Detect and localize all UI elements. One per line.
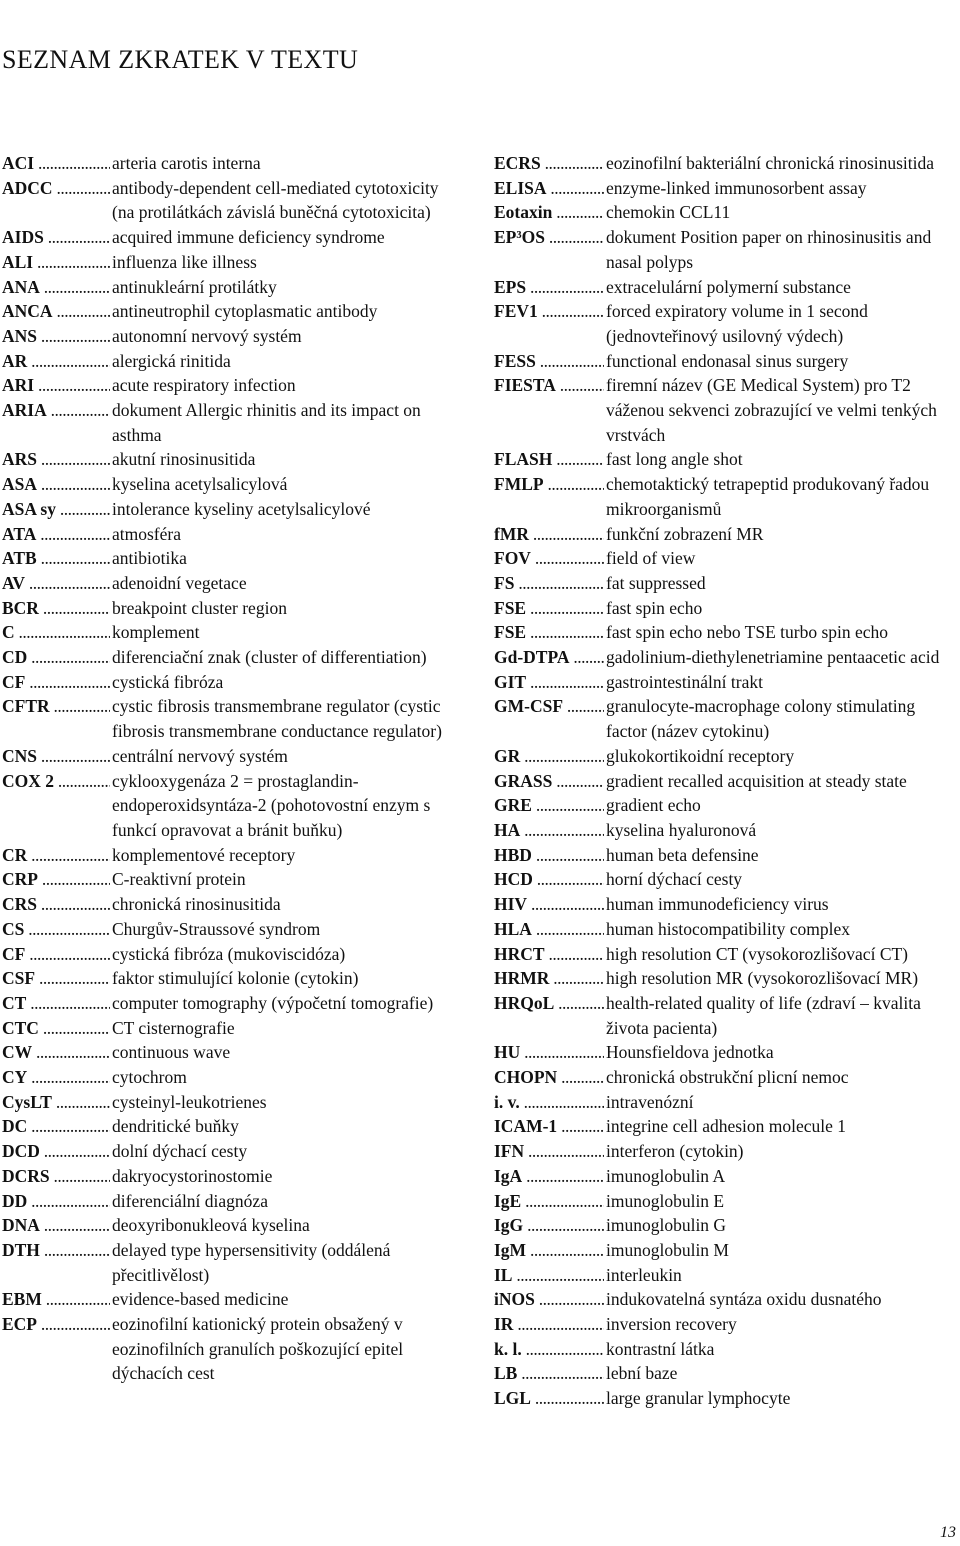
abbreviation-term: HLA ..... — [494, 917, 604, 942]
abbreviation-entry — [494, 991, 958, 1040]
abbreviation-term: IgE ..... — [494, 1189, 604, 1214]
abbreviation-definition: fat suppressed — [606, 572, 706, 593]
abbreviation-entry — [2, 176, 464, 225]
abbreviation-entry — [2, 942, 464, 967]
abbreviation-definition: continuous wave — [112, 1042, 231, 1063]
page-number: 13 — [940, 1524, 956, 1541]
abbreviation-entry — [2, 447, 464, 472]
abbreviation-entry — [494, 670, 958, 695]
abbreviation-definition: breakpoint cluster region — [112, 597, 287, 618]
abbreviation-definition: firemní název (GE Medical System) pro T2 váženou sekvenci zobrazující ve velmi tenkých vrstvách — [606, 375, 937, 445]
abbreviation-term: CRS ..... — [2, 892, 110, 917]
abbreviation-entry — [2, 1139, 464, 1164]
abbreviation-term: FEV1 ..... — [494, 299, 604, 324]
abbreviation-list-left — [2, 151, 464, 1386]
abbreviation-entry — [494, 1090, 958, 1115]
abbreviation-entry — [494, 275, 958, 300]
abbreviation-term: i. v. ..... — [494, 1090, 604, 1115]
abbreviation-term: ASA ..... — [2, 472, 110, 497]
abbreviation-definition: imunoglobulin M — [606, 1239, 729, 1260]
abbreviation-definition: imunoglobulin A — [606, 1165, 726, 1186]
abbreviation-entry — [2, 1065, 464, 1090]
abbreviation-entry — [494, 1263, 958, 1288]
abbreviation-definition: horní dýchací cesty — [606, 869, 743, 890]
abbreviation-term: CRP ..... — [2, 867, 110, 892]
abbreviation-entry — [494, 596, 958, 621]
abbreviation-definition: cystická fibróza — [112, 671, 224, 692]
abbreviation-term: fMR ..... — [494, 522, 604, 547]
abbreviation-definition: acquired immune deficiency syndrome — [112, 227, 385, 248]
abbreviation-definition: delayed type hypersensitivity (oddálená přecitlivělost) — [112, 1239, 391, 1285]
abbreviation-definition: chronická rinosinusitida — [112, 894, 281, 915]
abbreviation-definition: faktor stimulující kolonie (cytokin) — [112, 968, 359, 989]
abbreviation-term: ATA ..... — [2, 522, 110, 547]
abbreviation-term: FESS ..... — [494, 349, 604, 374]
abbreviation-entry — [494, 1238, 958, 1263]
abbreviation-term: iNOS ..... — [494, 1287, 604, 1312]
abbreviation-term: GM-CSF ..... — [494, 694, 604, 719]
abbreviation-term: FSE ..... — [494, 620, 604, 645]
abbreviation-entry — [494, 917, 958, 942]
abbreviation-definition: gradient echo — [606, 795, 701, 816]
abbreviation-definition: kontrastní látka — [606, 1338, 715, 1359]
abbreviation-term: LGL ..... — [494, 1386, 604, 1411]
abbreviation-entry — [2, 1164, 464, 1189]
abbreviation-definition: field of view — [606, 548, 696, 569]
abbreviation-term: FS ..... — [494, 571, 604, 596]
abbreviation-entry — [2, 769, 464, 843]
abbreviation-entry — [494, 1386, 958, 1411]
abbreviation-entry — [494, 299, 958, 348]
abbreviation-term: GR ..... — [494, 744, 604, 769]
abbreviation-term: DCRS ..... — [2, 1164, 110, 1189]
abbreviation-entry — [2, 1016, 464, 1041]
abbreviation-term: CSF ..... — [2, 966, 110, 991]
abbreviation-term: Eotaxin ..... — [494, 200, 604, 225]
abbreviation-entry — [2, 694, 464, 743]
abbreviation-entry — [494, 769, 958, 794]
abbreviation-term: IgG ..... — [494, 1213, 604, 1238]
abbreviation-entry — [494, 349, 958, 374]
abbreviation-term: ATB ..... — [2, 546, 110, 571]
abbreviation-entry — [2, 1090, 464, 1115]
abbreviation-term: FMLP ..... — [494, 472, 604, 497]
abbreviation-definition: cyklooxygenáza 2 = prostaglandin-endoperoxidsyntáza-2 (pohotovostní enzym s funkcí opravovat a bránit buňku) — [112, 770, 431, 840]
abbreviation-term: ANA ..... — [2, 275, 110, 300]
abbreviation-definition: diferenciální diagnóza — [112, 1190, 268, 1211]
abbreviation-entry — [2, 349, 464, 374]
abbreviation-definition: high resolution CT (vysokorozlišovací CT) — [606, 943, 909, 964]
abbreviation-term: HA ..... — [494, 818, 604, 843]
abbreviation-definition: arteria carotis interna — [112, 153, 261, 173]
abbreviation-entry — [2, 1114, 464, 1139]
abbreviation-term: CFTR ..... — [2, 694, 110, 719]
abbreviation-entry — [494, 966, 958, 991]
abbreviation-definition: intravenózní — [606, 1091, 694, 1112]
abbreviation-entry — [2, 670, 464, 695]
abbreviation-definition: antineutrophil cytoplasmatic antibody — [112, 301, 378, 322]
abbreviation-term: ANCA ..... — [2, 299, 110, 324]
abbreviation-term: IgA ..... — [494, 1164, 604, 1189]
abbreviation-definition: human beta defensine — [606, 844, 759, 865]
abbreviation-term: DTH ..... — [2, 1238, 110, 1263]
abbreviation-definition: high resolution MR (vysokorozlišovací MR) — [606, 968, 919, 989]
abbreviation-definition: cystic fibrosis transmembrane regulator (cystic fibrosis transmembrane conductance regulator) — [112, 696, 442, 742]
abbreviation-definition: fast spin echo nebo TSE turbo spin echo — [606, 622, 889, 643]
abbreviation-entry — [2, 1189, 464, 1214]
abbreviation-definition: Churgův-Straussové syndrom — [112, 918, 321, 939]
abbreviation-entry — [494, 225, 958, 274]
abbreviation-term: GRASS ..... — [494, 769, 604, 794]
abbreviation-term: CY ..... — [2, 1065, 110, 1090]
abbreviation-definition: extracelulární polymerní substance — [606, 276, 851, 297]
abbreviation-entry — [2, 373, 464, 398]
abbreviation-term: GRE ..... — [494, 793, 604, 818]
abbreviation-definition: CT cisternografie — [112, 1017, 235, 1038]
abbreviation-entry — [2, 596, 464, 621]
abbreviation-entry — [2, 324, 464, 349]
abbreviation-term: HRCT ..... — [494, 942, 604, 967]
abbreviation-term: FIESTA ..... — [494, 373, 604, 398]
abbreviation-definition: chronická obstrukční plicní nemoc — [606, 1067, 849, 1088]
abbreviation-term: DCD ..... — [2, 1139, 110, 1164]
abbreviation-definition: antibody-dependent cell-mediated cytotoxicity (na protilátkách závislá buněčná cytotoxicita) — [112, 177, 439, 223]
abbreviation-term: ELISA ..... — [494, 176, 604, 201]
abbreviation-entry — [2, 966, 464, 991]
abbreviation-term: ARI ..... — [2, 373, 110, 398]
abbreviation-definition: kyselina acetylsalicylová — [112, 474, 288, 495]
abbreviation-term: IL ..... — [494, 1263, 604, 1288]
abbreviation-term: CS ..... — [2, 917, 110, 942]
abbreviation-term: ECP ..... — [2, 1312, 110, 1337]
abbreviation-definition: health-related quality of life (zdraví – kvalita života pacienta) — [606, 992, 921, 1038]
abbreviation-definition: inversion recovery — [606, 1314, 737, 1335]
abbreviation-entry — [494, 818, 958, 843]
abbreviation-term: HBD ..... — [494, 843, 604, 868]
abbreviation-term: ADCC ..... — [2, 176, 110, 201]
abbreviation-entry — [494, 571, 958, 596]
abbreviation-definition: cytochrom — [112, 1067, 187, 1088]
abbreviation-term: CF ..... — [2, 942, 110, 967]
abbreviation-entry — [2, 867, 464, 892]
abbreviation-entry — [2, 250, 464, 275]
abbreviation-definition: imunoglobulin G — [606, 1215, 727, 1236]
abbreviation-entry — [494, 892, 958, 917]
abbreviation-definition: glukokortikoidní receptory — [606, 745, 795, 766]
abbreviation-definition: funkční zobrazení MR — [606, 523, 764, 544]
page-title: SEZNAM ZKRATEK V TEXTU — [2, 45, 359, 74]
abbreviation-definition: cysteinyl-leukotrienes — [112, 1091, 267, 1112]
abbreviation-definition: fast spin echo — [606, 597, 703, 618]
abbreviation-entry — [494, 694, 958, 743]
abbreviation-entry — [494, 447, 958, 472]
abbreviation-entry — [2, 892, 464, 917]
abbreviation-definition: autonomní nervový systém — [112, 325, 302, 346]
abbreviation-term: CHOPN ..... — [494, 1065, 604, 1090]
abbreviation-term: HCD ..... — [494, 867, 604, 892]
abbreviation-definition: human immunodeficiency virus — [606, 894, 829, 915]
abbreviation-definition: komplementové receptory — [112, 844, 296, 865]
abbreviation-entry — [2, 1213, 464, 1238]
abbreviation-entry — [494, 1361, 958, 1386]
abbreviation-entry — [2, 225, 464, 250]
abbreviation-definition: komplement — [112, 622, 200, 643]
abbreviation-list-right — [494, 151, 958, 1411]
abbreviation-definition: antinukleární protilátky — [112, 276, 277, 297]
abbreviation-entry — [494, 620, 958, 645]
abbreviation-definition: dolní dýchací cesty — [112, 1141, 248, 1162]
abbreviation-entry — [494, 1213, 958, 1238]
abbreviation-entry — [2, 917, 464, 942]
abbreviation-entry — [2, 744, 464, 769]
abbreviation-entry — [494, 942, 958, 967]
abbreviation-definition: influenza like illness — [112, 251, 257, 272]
abbreviation-definition: kyselina hyaluronová — [606, 819, 757, 840]
abbreviation-entry — [2, 1287, 464, 1312]
abbreviation-entry — [2, 522, 464, 547]
abbreviation-definition: interferon (cytokin) — [606, 1141, 744, 1162]
abbreviation-entry — [494, 1065, 958, 1090]
abbreviation-entry — [494, 793, 958, 818]
abbreviation-entry — [2, 843, 464, 868]
abbreviation-definition: interleukin — [606, 1264, 682, 1285]
abbreviation-entry — [2, 275, 464, 300]
abbreviation-entry — [494, 867, 958, 892]
abbreviation-term: DC ..... — [2, 1114, 110, 1139]
abbreviation-definition: evidence-based medicine — [112, 1289, 289, 1310]
abbreviation-term: Gd-DTPA ..... — [494, 645, 604, 670]
abbreviation-term: AV ..... — [2, 571, 110, 596]
abbreviation-term: ECRS ..... — [494, 151, 604, 176]
abbreviation-term: CR ..... — [2, 843, 110, 868]
abbreviation-term: HIV ..... — [494, 892, 604, 917]
abbreviation-entry — [494, 645, 958, 670]
abbreviation-entry — [494, 1312, 958, 1337]
abbreviation-term: ARIA ..... — [2, 398, 110, 423]
abbreviation-entry — [2, 151, 464, 176]
abbreviation-definition: gradient recalled acquisition at steady state — [606, 770, 907, 791]
abbreviation-entry — [494, 1189, 958, 1214]
abbreviation-term: CT ..... — [2, 991, 110, 1016]
abbreviation-term: DNA ..... — [2, 1213, 110, 1238]
abbreviation-definition: integrine cell adhesion molecule 1 — [606, 1116, 847, 1137]
abbreviation-definition: fast long angle shot — [606, 449, 743, 470]
abbreviation-entry — [494, 176, 958, 201]
abbreviation-entry — [2, 645, 464, 670]
abbreviation-definition: granulocyte-macrophage colony stimulating factor (název cytokinu) — [606, 696, 916, 742]
abbreviation-term: ALI ..... — [2, 250, 110, 275]
abbreviation-definition: large granular lymphocyte — [606, 1388, 791, 1409]
abbreviation-entry — [2, 1312, 464, 1386]
abbreviation-entry — [2, 472, 464, 497]
abbreviation-term: CF ..... — [2, 670, 110, 695]
abbreviation-term: IFN ..... — [494, 1139, 604, 1164]
abbreviation-entry — [494, 1164, 958, 1189]
abbreviation-term: GIT ..... — [494, 670, 604, 695]
abbreviation-definition: lební baze — [606, 1363, 678, 1384]
abbreviation-definition: centrální nervový systém — [112, 745, 288, 766]
abbreviation-definition: atmosféra — [112, 523, 181, 544]
abbreviation-term: IR ..... — [494, 1312, 604, 1337]
abbreviation-definition: deoxyribonukleová kyselina — [112, 1215, 310, 1236]
abbreviation-term: FSE ..... — [494, 596, 604, 621]
abbreviation-entry — [2, 299, 464, 324]
abbreviation-term: ANS ..... — [2, 324, 110, 349]
abbreviation-definition: akutní rinosinusitida — [112, 449, 256, 470]
abbreviation-definition: dokument Allergic rhinitis and its impact on asthma — [112, 400, 421, 445]
abbreviation-entry — [494, 522, 958, 547]
abbreviation-term: EBM ..... — [2, 1287, 110, 1312]
abbreviation-definition: chemokin CCL11 — [606, 202, 731, 223]
abbreviation-definition: dendritické buňky — [112, 1116, 239, 1137]
abbreviation-term: EP³OS ..... — [494, 225, 604, 250]
abbreviation-definition: antibiotika — [112, 548, 187, 569]
abbreviation-definition: gadolinium-diethylenetriamine pentaacetic acid — [606, 647, 940, 668]
abbreviation-term: HU ..... — [494, 1040, 604, 1065]
abbreviation-definition: C-reaktivní protein — [112, 869, 246, 890]
abbreviation-term: HRMR ..... — [494, 966, 604, 991]
abbreviation-entry — [494, 1337, 958, 1362]
abbreviation-definition: acute respiratory infection — [112, 375, 296, 396]
abbreviation-entry — [494, 546, 958, 571]
abbreviation-definition: functional endonasal sinus surgery — [606, 350, 849, 371]
abbreviation-definition: human histocompatibility complex — [606, 918, 850, 939]
abbreviation-term: C ..... — [2, 620, 110, 645]
abbreviation-term: AIDS ..... — [2, 225, 110, 250]
abbreviation-term: ASA sy ..... — [2, 497, 110, 522]
abbreviation-entry — [2, 497, 464, 522]
abbreviation-entry — [494, 1040, 958, 1065]
abbreviation-entry — [2, 1040, 464, 1065]
abbreviation-definition: intolerance kyseliny acetylsalicylové — [112, 498, 371, 519]
abbreviation-definition: adenoidní vegetace — [112, 572, 247, 593]
abbreviation-term: FLASH ..... — [494, 447, 604, 472]
abbreviation-entry — [494, 472, 958, 521]
abbreviation-term: CysLT ..... — [2, 1090, 110, 1115]
abbreviation-term: CNS ..... — [2, 744, 110, 769]
abbreviation-definition: dokument Position paper on rhinosinusitis and nasal polyps — [606, 227, 932, 272]
abbreviation-definition: eozinofilní bakteriální chronická rinosinusitida — [606, 153, 935, 173]
abbreviation-entry — [2, 571, 464, 596]
abbreviation-definition: gastrointestinální trakt — [606, 671, 763, 692]
abbreviation-entry — [2, 398, 464, 447]
abbreviation-term: EPS ..... — [494, 275, 604, 300]
abbreviation-entry — [494, 200, 958, 225]
abbreviation-term: IgM ..... — [494, 1238, 604, 1263]
abbreviation-term: LB ..... — [494, 1361, 604, 1386]
abbreviation-term: CTC ..... — [2, 1016, 110, 1041]
abbreviation-definition: diferenciační znak (cluster of differentiation) — [112, 647, 427, 668]
abbreviation-term: ACI ..... — [2, 151, 110, 176]
abbreviation-definition: alergická rinitida — [112, 350, 231, 371]
abbreviation-definition: indukovatelná syntáza oxidu dusnatého — [606, 1289, 882, 1310]
abbreviation-definition: enzyme-linked immunosorbent assay — [606, 177, 867, 198]
abbreviation-term: CW ..... — [2, 1040, 110, 1065]
abbreviation-entry — [494, 843, 958, 868]
abbreviation-term: AR ..... — [2, 349, 110, 374]
abbreviation-term: ICAM-1 ..... — [494, 1114, 604, 1139]
abbreviation-term: COX 2 ..... — [2, 769, 110, 794]
abbreviation-entry — [2, 1238, 464, 1287]
abbreviation-definition: cystická fibróza (mukoviscidóza) — [112, 943, 346, 964]
abbreviation-definition: dakryocystorinostomie — [112, 1165, 273, 1186]
abbreviation-definition: eozinofilní kationický protein obsažený v eozinofilních granulích poškozující epitel dýchacích cest — [112, 1314, 404, 1384]
abbreviation-term: BCR ..... — [2, 596, 110, 621]
abbreviation-entry — [494, 1287, 958, 1312]
abbreviation-term: ARS ..... — [2, 447, 110, 472]
abbreviation-definition: chemotaktický tetrapeptid produkovaný řadou mikroorganismů — [606, 474, 930, 519]
abbreviation-entry — [2, 620, 464, 645]
abbreviation-term: FOV ..... — [494, 546, 604, 571]
abbreviation-entry — [494, 373, 958, 447]
abbreviation-definition: Hounsfieldova jednotka — [606, 1042, 774, 1063]
abbreviation-term: HRQoL ..... — [494, 991, 604, 1016]
abbreviation-term: k. l. ..... — [494, 1337, 604, 1362]
abbreviation-term: CD ..... — [2, 645, 110, 670]
abbreviation-term: DD ..... — [2, 1189, 110, 1214]
abbreviation-entry — [494, 744, 958, 769]
abbreviation-definition: imunoglobulin E — [606, 1190, 725, 1211]
abbreviation-entry — [494, 1114, 958, 1139]
abbreviation-entry — [2, 546, 464, 571]
abbreviation-entry — [494, 1139, 958, 1164]
abbreviation-definition: forced expiratory volume in 1 second (jednovteřinový usilovný výdech) — [606, 301, 868, 346]
abbreviation-definition: computer tomography (výpočetní tomografie) — [112, 992, 434, 1013]
abbreviation-entry — [494, 151, 958, 176]
abbreviation-entry — [2, 991, 464, 1016]
